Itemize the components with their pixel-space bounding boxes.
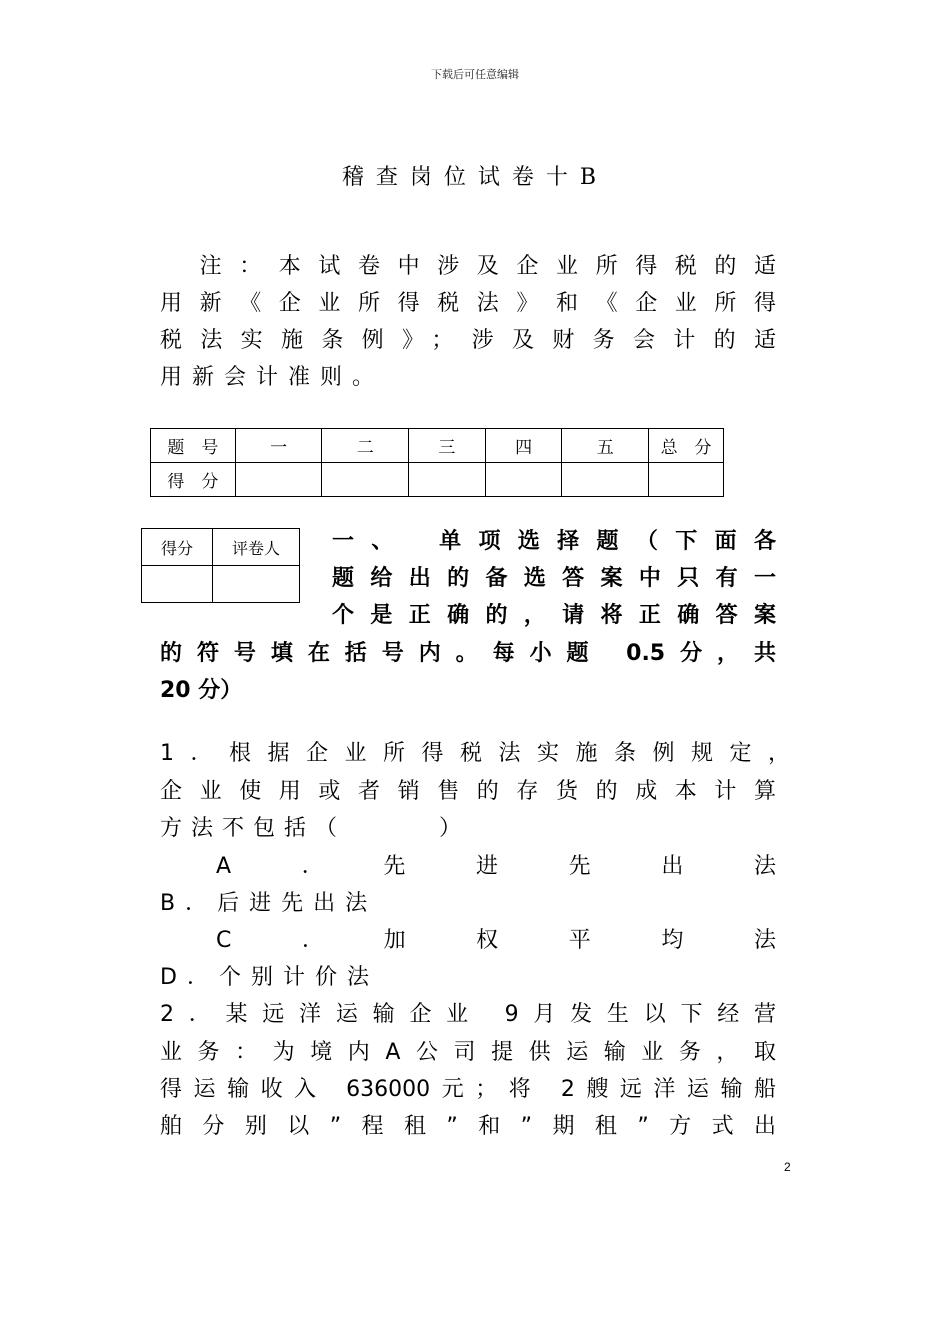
score-cell[interactable] [649,463,724,497]
grader-score-label: 得分 [142,529,213,566]
grader-name-label: 评卷人 [213,529,300,566]
section-heading-line-1: 一、 单项选择题（下面各 [332,529,776,554]
question-2-line-4: 舶分别以”程租”和”期租”方式出 [160,1114,776,1139]
question-2-line-2: 业务：为境内A公司提供运输业务，取 [160,1040,776,1065]
section-heading-line-3: 个是正确的，请将正确答案 [332,603,776,628]
question-1-line-1: 1．根据企业所得税法实施条例规定， [160,741,790,766]
note-line-1: 注：本试卷中涉及企业所得税的适 [160,254,776,279]
score-table-score-row [151,463,724,497]
score-cell[interactable] [409,463,486,497]
option-a: A ． 先 进 先 出 法 [216,854,776,879]
page-number: 2 [784,1160,791,1174]
score-table-header-row [151,429,724,463]
grader-table [141,528,300,603]
section-heading-line-5: 20 分） [160,678,243,703]
score-cell[interactable] [235,463,322,497]
page-header: 下载后可任意编辑 [431,68,519,81]
question-1-line-2: 企业使用或者销售的存货的成本计算 [160,779,776,804]
exam-title: 稽查岗位试卷十B [341,165,609,190]
score-header-cell: 一 [235,429,322,463]
option-b: B．后进先出法 [160,891,378,916]
question-1-line-3: 方法不包括（ ） [160,816,471,841]
question-2-line-1: 2．某远洋运输企业 9月发生以下经营 [160,1002,776,1027]
score-cell[interactable] [485,463,562,497]
section-heading-line-4: 的符号填在括号内。每小题 0.5分，共 [160,641,776,666]
score-header-cell: 四 [485,429,562,463]
score-header-cell: 三 [409,429,486,463]
option-d: D．个别计价法 [160,965,379,990]
question-2-line-3: 得运输收入 636000元；将 2艘远洋运输船 [160,1077,776,1102]
note-line-2: 用新《企业所得税法》和《企业所得 [160,291,776,316]
score-row-label: 得 分 [151,463,236,497]
note-line-4: 用新会计准则。 [160,365,385,390]
grader-score-cell[interactable] [142,566,213,603]
section-heading-line-2: 题给出的备选答案中只有一 [332,566,776,591]
score-header-cell: 总 分 [649,429,724,463]
score-table [150,428,724,497]
score-cell[interactable] [322,463,409,497]
score-cell[interactable] [562,463,649,497]
grader-name-cell[interactable] [213,566,300,603]
option-c: C ． 加 权 平 均 法 [216,928,776,953]
score-header-cell: 题 号 [151,429,236,463]
note-line-3: 税法实施条例》；涉及财务会计的适 [160,328,776,353]
score-header-cell: 二 [322,429,409,463]
score-header-cell: 五 [562,429,649,463]
